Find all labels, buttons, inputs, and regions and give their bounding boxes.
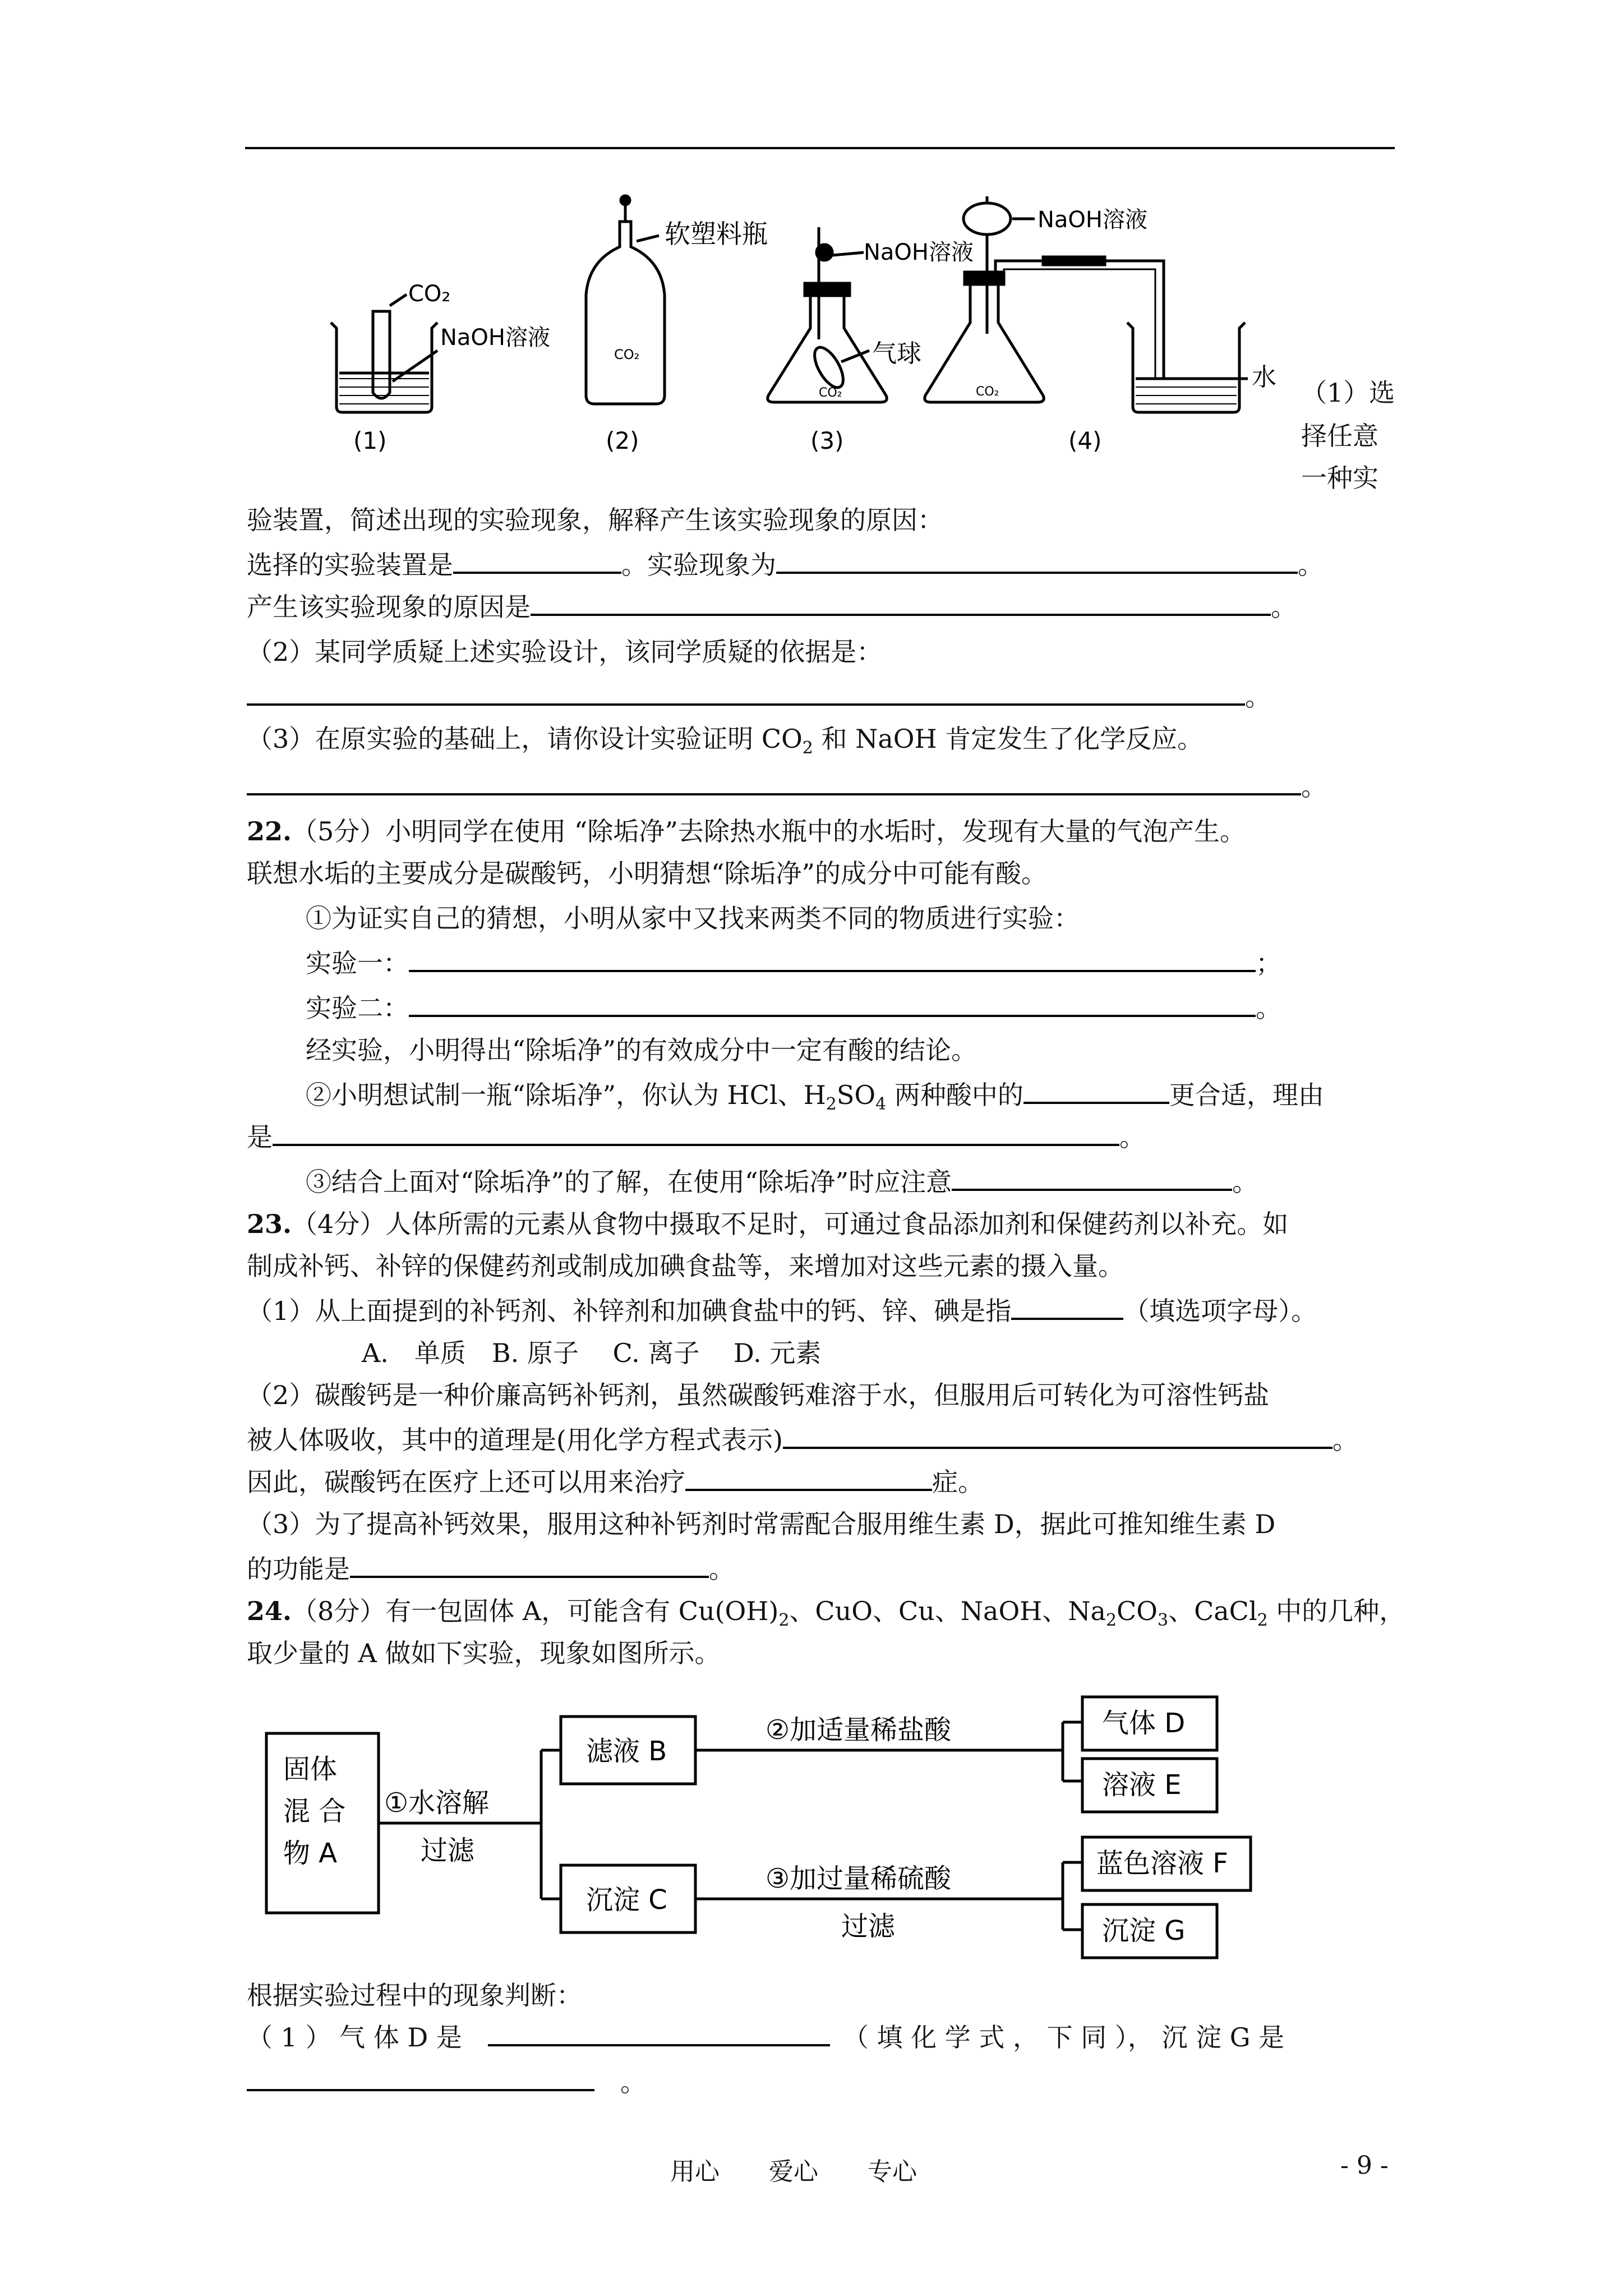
answer-blank[interactable] <box>531 589 1271 616</box>
header-rule <box>245 147 1395 149</box>
text-solution-e: 溶液 E <box>1102 1769 1182 1801</box>
text-step2: ②加适量稀盐酸 <box>766 1714 952 1746</box>
q21-line5: 。 <box>247 679 1271 715</box>
answer-blank[interactable] <box>776 547 1298 574</box>
label-co2: CO₂ <box>408 281 451 307</box>
q23-line5: （2）碳酸钙是一种价廉高钙补钙剂，虽然碳酸钙难溶于水，但服用后可转化为可溶性钙盐 <box>247 1380 1270 1410</box>
footer-motto: 用心 爱心 专心 <box>670 2157 917 2186</box>
q22-exp1: 实验一： ； <box>306 945 1281 981</box>
q22-line6: 经实验，小明得出“除垢净”的有效成分中一定有酸的结论。 <box>306 1035 978 1065</box>
answer-blank[interactable] <box>247 679 1245 706</box>
answer-blank[interactable] <box>409 990 1256 1017</box>
test-tube-1 <box>373 311 390 398</box>
q21-line6: （3）在原实验的基础上，请你设计实验证明 $CO_2$ 和 NaOH 肯定发生了化学反应。 <box>247 724 1204 758</box>
text-blue-solution-f: 蓝色溶液 F <box>1096 1848 1228 1879</box>
text-step3-sub: 过滤 <box>841 1911 896 1942</box>
label-bottle-co2: CO₂ <box>614 347 640 362</box>
answer-blank[interactable] <box>1023 1077 1169 1104</box>
bottle-2 <box>586 205 665 404</box>
text-gas-d: 气体 D <box>1102 1708 1186 1739</box>
text-solid-a-2: 混 合 <box>283 1796 346 1827</box>
caption-3: (3) <box>810 427 844 454</box>
q23-options: A. 单质 B. 原子 C. 离子 D. 元素 <box>362 1338 822 1368</box>
text-step3: ③加过量稀硫酸 <box>766 1863 952 1894</box>
answer-blank[interactable] <box>685 1464 932 1491</box>
caption-1: (1) <box>353 427 387 454</box>
text-step1: ①水溶解 <box>384 1787 490 1819</box>
q23-line2: 制成补钙、补锌的保健药剂或制成加碘食盐等，来增加对这些元素的摄入量。 <box>247 1251 1124 1281</box>
q24-line5: 。 <box>247 2064 646 2100</box>
q21-line3: 产生该实验现象的原因是 。 <box>247 589 1297 625</box>
answer-blank[interactable] <box>783 1422 1332 1449</box>
q21-line4: （2）某同学质疑上述实验设计，该同学质疑的依据是： <box>247 637 883 667</box>
q21-side-1: （1）选 <box>1301 378 1395 408</box>
label-balloon: 气球 <box>872 339 921 368</box>
apparatus-figure <box>314 194 1301 457</box>
answer-blank[interactable] <box>247 2064 594 2091</box>
q23-line9: 的功能是 。 <box>247 1551 735 1587</box>
text-step1-sub: 过滤 <box>421 1835 475 1866</box>
caption-2: (2) <box>606 427 639 454</box>
q23-line3: （1）从上面提到的补钙剂、补锌剂和加碘食盐中的钙、锌、碘是指 （填选项字母）。 <box>247 1293 1317 1329</box>
label-flask4-co2: CO₂ <box>976 385 999 399</box>
q22-line9: ③结合上面对“除垢净”的了解，在使用“除垢净”时应注意 。 <box>306 1164 1258 1200</box>
label-naoh-3: NaOH溶液 <box>864 240 974 265</box>
answer-blank[interactable] <box>1011 1293 1123 1320</box>
answer-blank[interactable] <box>453 547 621 574</box>
q21-line1: 验装置，简述出现的实验现象，解释产生该实验现象的原因： <box>247 505 943 535</box>
page-number: - 9 - <box>1340 2151 1389 2180</box>
q21-side-3: 一种实 <box>1301 463 1378 493</box>
q23-line1: 23.（4分）人体所需的元素从食物中摄取不足时，可通过食品添加剂和保健药剂以补充。如 <box>247 1209 1289 1239</box>
q24-line2: 取少量的 A 做如下实验，现象如图所示。 <box>247 1638 721 1668</box>
text-precipitate-c: 沉淀 C <box>586 1884 667 1916</box>
answer-blank[interactable] <box>350 1551 709 1578</box>
q22-line7: ②小明想试制一瓶“除垢净”，你认为 HCl、$H_2SO_4$ 两种酸中的 更合适，理由 <box>306 1077 1324 1122</box>
q22-line3: ①为证实自己的猜想，小明从家中又找来两类不同的物质进行实验： <box>306 903 1080 933</box>
q24-line1: 24.（8分）有一包固体 A，可能含有 $Cu(OH)_2$、CuO、Cu、NaOH、$Na_2CO_3$、CaCl$_2$ 中的几种， <box>247 1596 1405 1631</box>
q22-line2: 联想水垢的主要成分是碳酸钙，小明猜想“除垢净”的成分中可能有酸。 <box>247 858 1048 889</box>
q23-line6: 被人体吸收，其中的道理是(用化学方程式表示) 。 <box>247 1422 1358 1458</box>
text-filtrate-b: 滤液 B <box>586 1736 667 1767</box>
text-solid-a-3: 物 A <box>283 1838 338 1869</box>
q23-line7: 因此，碳酸钙在医疗上还可以用来治疗 症。 <box>247 1464 984 1500</box>
q21-side-2: 择任意 <box>1301 421 1378 451</box>
answer-blank[interactable] <box>409 945 1256 972</box>
answer-blank[interactable] <box>247 769 1301 795</box>
dropping-funnel <box>963 203 1011 234</box>
q22-exp2: 实验二： 。 <box>306 990 1281 1026</box>
label-flask3-co2: CO₂ <box>819 386 842 400</box>
q24-line3: 根据实验过程中的现象判断： <box>247 1980 582 2010</box>
flask-4 <box>925 278 1044 402</box>
answer-blank[interactable] <box>273 1119 1119 1146</box>
caption-4: (4) <box>1068 427 1102 454</box>
label-water: 水 <box>1252 363 1276 392</box>
flask-3 <box>768 289 887 402</box>
label-naoh-4: NaOH溶液 <box>1038 207 1147 233</box>
text-solid-a-1: 固体 <box>283 1754 338 1785</box>
label-naoh-1: NaOH溶液 <box>440 325 550 351</box>
beaker-4 <box>1127 323 1245 412</box>
answer-blank[interactable] <box>952 1164 1232 1191</box>
q21-line2: 选择的实验装置是 。实验现象为 。 <box>247 547 1324 583</box>
answer-blank[interactable] <box>488 2019 830 2046</box>
q24-line4: （ 1 ） 气 体 D 是 （ 填 化 学 式 ， 下 同 ）， 沉 淀 G 是 <box>247 2019 1284 2055</box>
q21-line7: 。 <box>247 769 1327 804</box>
text-precipitate-g: 沉淀 G <box>1102 1915 1186 1947</box>
flow-diagram <box>261 1694 1259 1963</box>
q22-line1: 22.（5分）小明同学在使用 “除垢净”去除热水瓶中的水垢时，发现有大量的气泡产生。 <box>247 816 1246 846</box>
label-soft-bottle: 软塑料瓶 <box>665 219 768 249</box>
q22-line8: 是 。 <box>247 1119 1145 1155</box>
q23-line8: （3）为了提高补钙效果，服用这种补钙剂时常需配合服用维生素 D，据此可推知维生素 D <box>247 1509 1276 1539</box>
